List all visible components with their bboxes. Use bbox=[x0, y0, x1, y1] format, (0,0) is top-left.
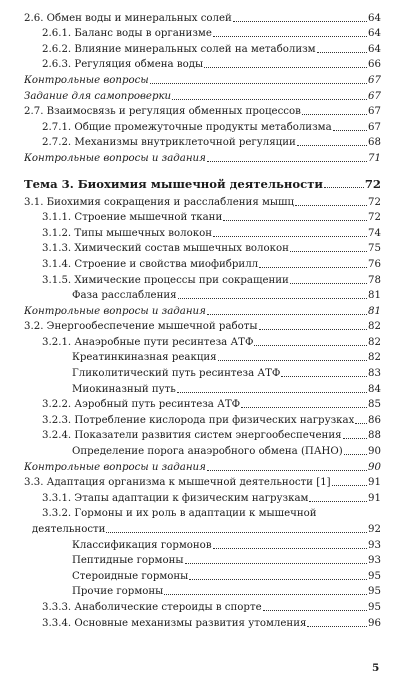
toc-entry-title: Определение порога анаэробного обмена (ПАНО) bbox=[72, 446, 343, 458]
toc-dot-leader bbox=[223, 211, 367, 221]
toc-entry bbox=[24, 193, 381, 209]
toc-entry-page: 83 bbox=[368, 368, 381, 380]
toc-entry-title: 2.6.3. Регуляция обмена воды bbox=[42, 59, 204, 71]
toc-entry-page: 82 bbox=[368, 321, 381, 333]
toc-entry-page: 95 bbox=[368, 586, 381, 598]
page-number: 5 bbox=[372, 662, 380, 674]
toc-entry-page: 82 bbox=[368, 336, 381, 348]
toc-entry-page: 74 bbox=[368, 227, 381, 239]
toc-entry bbox=[24, 25, 381, 41]
toc-entry-page: 88 bbox=[368, 430, 381, 442]
toc-entry bbox=[24, 271, 381, 287]
toc-entry-page: 91 bbox=[368, 492, 381, 504]
toc-entry-title: 3.3.2. Гормоны и их роль в адаптации к мышечной bbox=[42, 508, 317, 520]
toc-entry-title: 3.2.4. Показатели развития систем энергообеспечения bbox=[42, 430, 342, 442]
toc-entry bbox=[24, 134, 381, 150]
toc-entry bbox=[24, 364, 381, 380]
toc-entry bbox=[24, 614, 381, 630]
toc-entry-page: 75 bbox=[368, 243, 381, 255]
toc-entry-title: Фаза расслабления bbox=[72, 290, 177, 302]
toc-dot-leader bbox=[164, 585, 367, 595]
toc-entry bbox=[24, 224, 381, 240]
toc-dot-leader bbox=[254, 336, 367, 346]
toc-entry-title: 2.7.1. Общие промежуточные продукты метаболизма bbox=[42, 121, 332, 133]
toc-entry bbox=[24, 318, 381, 334]
toc-entry-title: 3.1.3. Химический состав мышечных волокон bbox=[42, 243, 289, 255]
toc-entry-title: 3.2.3. Потребление кислорода при физических нагрузках bbox=[42, 414, 355, 426]
toc-entry bbox=[24, 9, 381, 25]
toc-entry bbox=[24, 489, 381, 505]
toc-entry bbox=[24, 349, 381, 365]
toc-entry-title: Контрольные вопросы и задания bbox=[24, 461, 206, 473]
toc-entry bbox=[24, 40, 381, 56]
table-of-contents bbox=[24, 9, 381, 630]
toc-entry-title: Прочие гормоны bbox=[72, 586, 164, 598]
toc-entry-title: Тема 3. Биохимия мышечной деятельности bbox=[24, 177, 323, 191]
toc-entry-title: 3.1.4. Строение и свойства миофибрилл bbox=[42, 258, 259, 270]
toc-dot-leader bbox=[317, 43, 367, 53]
toc-entry-title: Классификация гормонов bbox=[72, 539, 212, 551]
toc-entry-page: 81 bbox=[368, 305, 381, 317]
toc-entry-title: Пептидные гормоны bbox=[72, 555, 184, 567]
toc-dot-leader bbox=[302, 105, 367, 115]
toc-dot-leader bbox=[233, 12, 367, 22]
toc-entry-page: 95 bbox=[368, 601, 381, 613]
toc-entry-page: 67 bbox=[368, 121, 381, 133]
toc-entry-title: 2.7. Взаимосвязь и регуляция обменных процессов bbox=[24, 106, 301, 118]
toc-entry-title: деятельности bbox=[32, 524, 106, 535]
toc-entry-page: 86 bbox=[368, 414, 381, 426]
toc-entry bbox=[24, 427, 381, 443]
toc-entry-title: Контрольные вопросы и задания bbox=[24, 152, 206, 164]
toc-entry bbox=[24, 536, 381, 552]
toc-entry-title: 3.3.3. Анаболические стероиды в спорте bbox=[42, 601, 262, 613]
toc-entry-title: 2.6.2. Влияние минеральных солей на метаболизм bbox=[42, 43, 316, 55]
toc-entry-page: 72 bbox=[368, 196, 381, 208]
toc-entry bbox=[24, 149, 381, 165]
toc-dot-leader bbox=[307, 617, 367, 627]
toc-entry bbox=[24, 380, 381, 396]
toc-entry-title: 3.1.5. Химические процессы при сокращении bbox=[42, 274, 289, 286]
toc-entry-page: 67 bbox=[368, 90, 381, 102]
toc-entry-page: 72 bbox=[364, 176, 381, 191]
toc-entry-page: 91 bbox=[368, 477, 381, 489]
toc-entry-title: 3.1.1. Строение мышечной ткани bbox=[42, 212, 223, 224]
toc-dot-leader bbox=[213, 227, 367, 237]
toc-entry-page: 92 bbox=[368, 524, 381, 535]
toc-entry bbox=[24, 209, 381, 225]
toc-entry bbox=[24, 396, 381, 412]
toc-entry bbox=[24, 103, 381, 119]
toc-entry-page: 71 bbox=[368, 152, 381, 164]
toc-entry-page: 95 bbox=[368, 570, 381, 582]
toc-entry-page: 66 bbox=[368, 59, 381, 71]
toc-entry bbox=[24, 583, 381, 599]
toc-entry-title: Контрольные вопросы и задания bbox=[24, 305, 206, 317]
toc-entry bbox=[24, 411, 381, 427]
toc-entry-page: 90 bbox=[368, 446, 381, 458]
toc-dot-leader bbox=[259, 320, 367, 330]
toc-entry-page: 64 bbox=[368, 43, 381, 55]
toc-entry bbox=[24, 552, 381, 568]
toc-dot-leader bbox=[295, 196, 367, 206]
toc-dot-leader bbox=[241, 398, 367, 408]
toc-dot-leader bbox=[207, 461, 367, 471]
toc-entry-page: 64 bbox=[368, 28, 381, 40]
toc-dot-leader bbox=[213, 27, 367, 37]
toc-entry-page: 67 bbox=[368, 106, 381, 118]
toc-entry-title: 2.6. Обмен воды и минеральных солей bbox=[24, 12, 232, 24]
toc-dot-leader bbox=[309, 492, 367, 502]
toc-entry-title: 3.1.2. Типы мышечных волокон bbox=[42, 227, 213, 239]
toc-entry-page: 72 bbox=[368, 212, 381, 224]
toc-entry bbox=[24, 474, 381, 490]
toc-dot-leader bbox=[177, 383, 367, 393]
toc-entry bbox=[24, 287, 381, 303]
toc-entry-page: 78 bbox=[368, 274, 381, 286]
toc-entry-page: 85 bbox=[368, 399, 381, 411]
toc-dot-leader bbox=[263, 601, 367, 611]
toc-dot-leader bbox=[189, 570, 367, 580]
toc-dot-leader bbox=[332, 476, 367, 486]
toc-dot-leader bbox=[204, 58, 367, 68]
toc-entry-page: 90 bbox=[368, 461, 381, 473]
toc-entry-page: 93 bbox=[368, 555, 381, 567]
toc-entry-title: 2.7.2. Механизмы внутриклеточной регуляции bbox=[42, 137, 296, 149]
toc-dot-leader bbox=[213, 539, 367, 549]
toc-entry bbox=[24, 302, 381, 318]
toc-entry-page: 93 bbox=[368, 539, 381, 551]
toc-dot-leader bbox=[343, 429, 367, 439]
toc-entry-title: 3.1. Биохимия сокращения и расслабления мышц bbox=[24, 196, 295, 208]
toc-dot-leader bbox=[290, 274, 367, 284]
toc-entry bbox=[24, 255, 381, 271]
toc-entry-title: Миокиназный путь bbox=[72, 383, 176, 395]
toc-entry-title: Креатинкиназная реакция bbox=[72, 352, 217, 364]
toc-entry bbox=[24, 442, 381, 458]
toc-entry bbox=[24, 458, 381, 474]
toc-entry-page: 76 bbox=[368, 258, 381, 270]
toc-entry bbox=[24, 240, 381, 256]
toc-entry bbox=[24, 505, 381, 521]
toc-entry bbox=[24, 520, 381, 536]
toc-dot-leader bbox=[324, 178, 364, 188]
toc-dot-leader bbox=[178, 289, 367, 299]
toc-dot-leader bbox=[355, 414, 367, 424]
toc-dot-leader bbox=[207, 152, 367, 162]
toc-entry-title: Контрольные вопросы bbox=[24, 74, 149, 86]
toc-entry-page: 68 bbox=[368, 137, 381, 149]
toc-dot-leader bbox=[290, 242, 367, 252]
toc-entry-page: 96 bbox=[368, 617, 381, 629]
toc-dot-leader bbox=[106, 523, 367, 533]
toc-entry-page: 67 bbox=[368, 74, 381, 86]
toc-entry-title: Стероидные гормоны bbox=[72, 570, 189, 582]
toc-entry bbox=[24, 87, 381, 103]
toc-dot-leader bbox=[333, 121, 367, 131]
toc-entry bbox=[24, 118, 381, 134]
toc-dot-leader bbox=[259, 258, 367, 268]
toc-entry-title: 3.3.4. Основные механизмы развития утомления bbox=[42, 617, 307, 629]
toc-entry-title: 3.3. Адаптация организма к мышечной деятельности [1] bbox=[24, 477, 331, 489]
toc-entry-title: 3.2.2. Аэробный путь ресинтеза АТФ bbox=[42, 399, 241, 411]
toc-dot-leader bbox=[281, 367, 367, 377]
toc-dot-leader bbox=[172, 90, 367, 100]
toc-entry bbox=[24, 333, 381, 349]
toc-dot-leader bbox=[207, 305, 367, 315]
toc-dot-leader bbox=[297, 136, 367, 146]
toc-entry-title: Гликолитический путь ресинтеза АТФ bbox=[72, 368, 281, 380]
toc-dot-leader bbox=[344, 445, 367, 455]
toc-entry bbox=[24, 56, 381, 72]
toc-entry-title: 3.2. Энергообеспечение мышечной работы bbox=[24, 321, 258, 333]
toc-entry-title: 2.6.1. Баланс воды в организме bbox=[42, 28, 212, 40]
toc-dot-leader bbox=[185, 554, 368, 564]
toc-entry-title: 3.2.1. Анаэробные пути ресинтеза АТФ bbox=[42, 336, 254, 348]
toc-dot-leader bbox=[218, 351, 367, 361]
toc-entry-page: 82 bbox=[368, 352, 381, 364]
toc-entry-page: 64 bbox=[368, 12, 381, 24]
toc-entry bbox=[24, 171, 381, 191]
toc-entry bbox=[24, 71, 381, 87]
toc-entry bbox=[24, 567, 381, 583]
toc-dot-leader bbox=[150, 74, 367, 84]
toc-entry bbox=[24, 598, 381, 614]
toc-entry-page: 81 bbox=[368, 290, 381, 302]
toc-entry-page: 84 bbox=[368, 383, 381, 395]
toc-entry-title: 3.3.1. Этапы адаптации к физическим нагрузкам bbox=[42, 492, 309, 504]
toc-entry-title: Задание для самопроверки bbox=[24, 90, 172, 102]
